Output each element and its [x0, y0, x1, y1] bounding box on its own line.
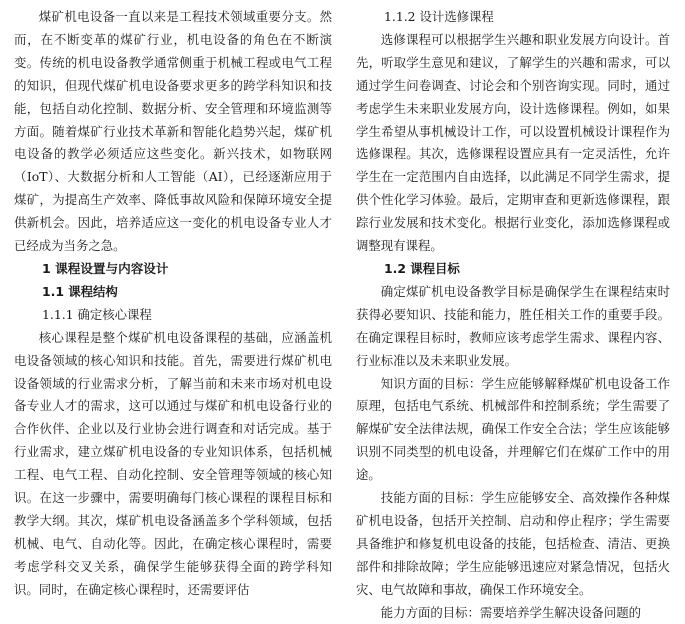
section-heading-1-1: 1.1 课程结构 — [42, 283, 118, 299]
intro-paragraph: 煤矿机电设备一直以来是工程技术领域重要分支。然而，在不断变革的煤矿行业，机电设备的角色在不断演变。传统的机电设备教学通常侧重于机械工程或电气工程的知识，但现代煤矿机电设备要求更多的跨学科知识和技能，包括自动化控制、数据分析、安全管理和环境监测等方面。随着煤矿行业技术革新和智能化趋势兴起，煤矿机电设备的教学必须适应这些变化。新兴技术，如物联网（IoT）、大数据分析和人工智能（AI），已经逐渐应用于煤矿，为提高生产效率、降低事故风险和保障环境安全提供新机会。因此，培养适应这一变化的机电设备专业人才已经成为当务之急。 — [14, 9, 332, 254]
section-heading-1-2: 1.2 课程目标 — [384, 260, 460, 276]
section-heading-1: 1 课程设置与内容设计 — [42, 260, 169, 276]
skills-goal-paragraph: 技能方面的目标：学生应能够安全、高效操作各种煤矿机电设备，包括开关控制、启动和停止程序；学生需要具备维护和修复机电设备的技能，包括检查、清洁、更换部件和排除故障；学生应能够迅速应对紧急情况，包括火灾、电气故障和事故，确保工作环境安全。 — [356, 490, 670, 597]
left-column — [14, 6, 332, 602]
elective-paragraph: 选修课程可以根据学生兴趣和职业发展方向设计。首先，听取学生意见和建议，了解学生的兴趣和需求，可以通过学生问卷调查、讨论会和个别咨询实现。同时，通过考虑学生未来职业发展方向，设计选修课程。例如，如果学生希望从事机械设计工作，可以设置机械设计课程作为选修课程。其次，选修课程设置应具有一定灵活性，允许学生在一定范围内自由选择，以此满足不同学生需求，提供个性化学习体验。最后，定期审查和更新选修课程，跟踪行业发展和技术变化。根据行业变化，添加选修课程或调整现有课程。 — [356, 31, 670, 254]
core-course-paragraph: 核心课程是整个煤矿机电设备课程的基础，应涵盖机电设备领域的核心知识和技能。首先，需要进行煤矿机电设备领域的行业需求分析，了解当前和未来市场对机电设备专业人才的需求，这可以通过与煤矿和机电设备行业的合作伙伴、企业以及行业协会进行调查和对话完成。基于行业需求，建立煤矿机电设备的专业知识体系，包括机械工程、电气工程、自动化控制、安全管理等领域的核心知识。在这一步骤中，需要明确每门核心课程的课程目标和教学大纲。其次，煤矿机电设备涵盖多个学科领域，包括机械、电气、自动化等。因此，在确定核心课程时，需要考虑学科交叉关系，确保学生能够获得全面的跨学科知识。同时，在确定核心课程时，还需要评估 — [14, 329, 332, 597]
knowledge-goal-paragraph: 知识方面的目标：学生应能够解释煤矿机电设备工作原理，包括电气系统、机械部件和控制系统；学生需要了解煤矿安全法律法规，确保工作安全合法；学生应该能够识别不同类型的机电设备，并理解它们在煤矿工作中的用途。 — [356, 375, 670, 483]
section-heading-1-1-1: 1.1.1 确定核心课程 — [42, 306, 152, 322]
goal-paragraph: 确定煤矿机电设备教学目标是确保学生在课程结束时获得必要知识、技能和能力，胜任相关工作的重要手段。在确定课程目标时，教师应该考虑学生需求、课程内容、行业标准以及未来职业发展。 — [356, 283, 670, 368]
right-column — [356, 6, 670, 624]
ability-goal-paragraph: 能力方面的目标：需要培养学生解决设备问题的 — [380, 604, 641, 620]
section-heading-1-1-2: 1.1.2 设计选修课程 — [384, 9, 494, 24]
